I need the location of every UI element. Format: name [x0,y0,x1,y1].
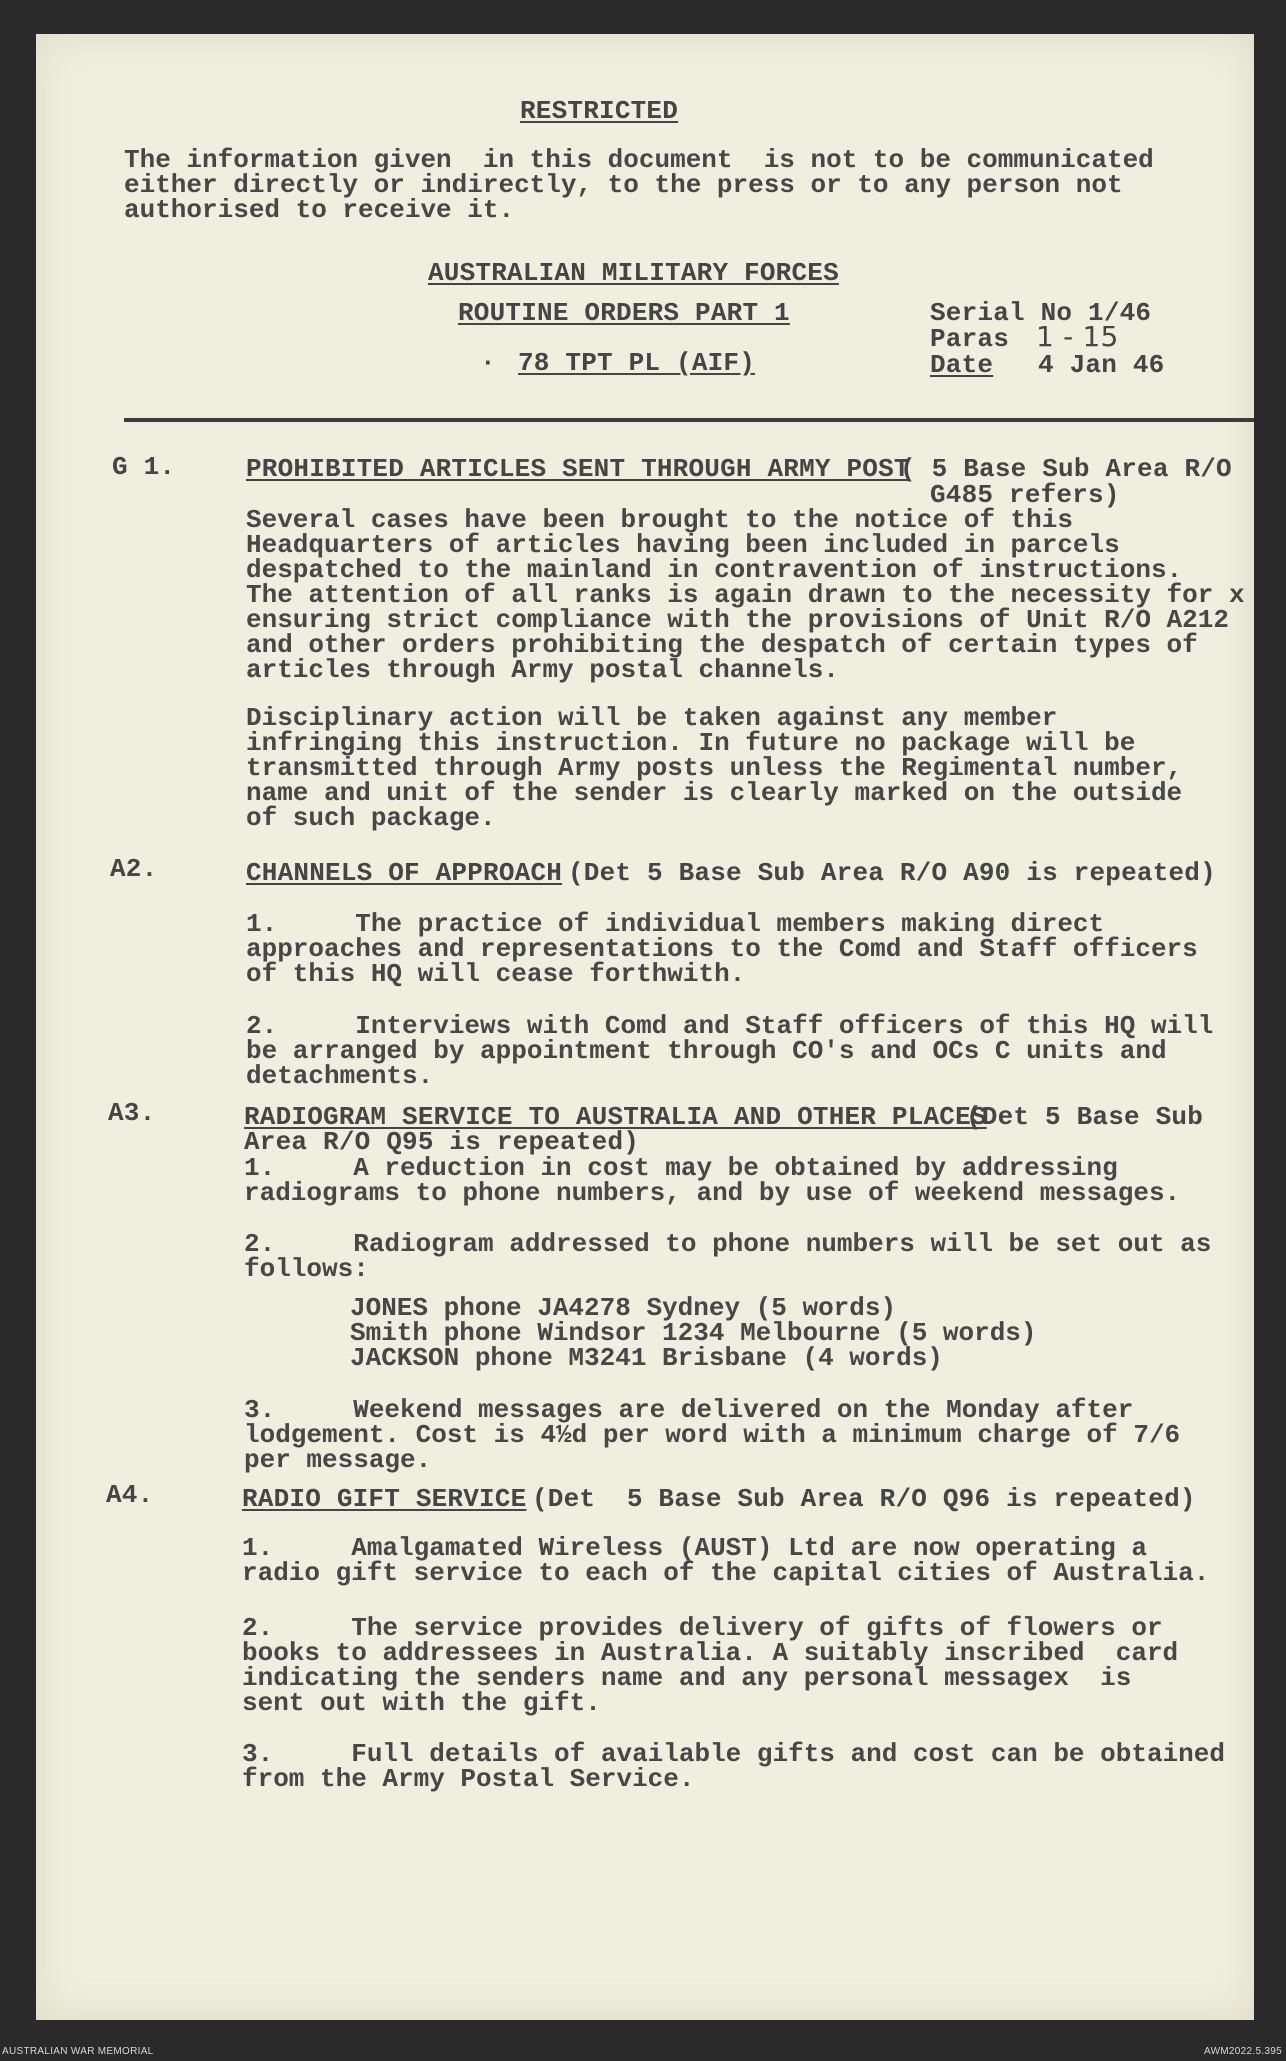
notice-line-2: either directly or indirectly, to the press or to any person not [124,170,1123,200]
header-rule [124,418,1254,422]
footer-left: AUSTRALIAN WAR MEMORIAL [2,2046,154,2057]
section-a4-number: A4. [106,1480,154,1510]
section-a3-ref: (Det 5 Base Sub [966,1102,1204,1132]
section-g1-ref2: G485 refers) [930,480,1120,510]
section-a2-number: A2. [110,854,158,884]
section-a4-ref: (Det 5 Base Sub Area R/O Q96 is repeated) [532,1484,1196,1514]
section-a3-ref2: Area R/O Q95 is repeated) [244,1127,640,1157]
date-label: Date [930,350,994,380]
notice-line-1: The information given in this document is not to be communicated [124,145,1154,175]
footer-right: AWM2022.5.395 [1203,2046,1282,2057]
forces-heading: AUSTRALIAN MILITARY FORCES [428,258,839,288]
section-a3-title: RADIOGRAM SERVICE TO AUSTRALIA AND OTHER PLACES [244,1102,987,1132]
paras-value: 1 - 15 [1036,320,1119,353]
section-g1-number: G 1. [112,452,176,482]
section-a2-ref: (Det 5 Base Sub Area R/O A90 is repeated) [568,858,1216,888]
section-a2-title: CHANNELS OF APPROACH [246,858,563,888]
serial-label: Serial No 1/46 [930,298,1152,328]
section-a4-title: RADIO GIFT SERVICE [242,1484,527,1514]
paras-label: Paras [930,324,1010,354]
orders-heading: ROUTINE ORDERS PART 1 [458,298,790,328]
section-g1-ref: ( 5 Base Sub Area R/O [900,454,1232,484]
date-value: 4 Jan 46 [1038,350,1165,380]
unit-dot: · [480,348,496,378]
section-g1-title: PROHIBITED ARTICLES SENT THROUGH ARMY POST [246,454,910,484]
document-page: RESTRICTED The information given in this document is not to be communicated either directly or indirectly, to the press or to any person not authorised to receive it. AUSTRALIAN MILITARY FORCES ROUTINE ORDERS PART 1 · 78 TPT PL (AIF) Serial No 1/46 Paras 1 - 15 Date 4 Jan 46 G 1. PROHIBITED ARTICLES SENT THROUGH ARMY POST ( 5 Base Sub Area R/O G485 refers) Several cases have been brought to the notice of this Headquarters of articles having been included in parcels despatched to the mainland in contravention of instructions. The attention of all ranks is again drawn to the necessity for x ensuring strict compliance with the provisions of Unit R/O A212 and other orders prohibiting the despatch of certain types of articles through Army postal channels. Disciplinary action will be taken against any member infringing this instruction. In future no package will be transmitted through Army posts unless the Regimental number, name and unit of the sender is clearly marked on the outside of such package. A2. CHANNELS OF APPROACH (Det 5 Base Sub Area R/O A90 is repeated) 1. The practice of individual members making direct approaches and representations to the Comd and Staff officers of this HQ will cease forthwith. 2. Interviews with Comd and Staff officers of this HQ will be arranged by appointment through CO's and OCs C units and detachments. A3. RADIOGRAM SERVICE TO AUSTRALIA AND OTHER PLACES (Det 5 Base Sub Area R/O Q95 is repeated) 1. A reduction in cost may be obtained by addressing radiograms to phone numbers, and by use of weekend messages. 2. Radiogram addressed to phone numbers will be set out as follows: JONES phone JA4278 Sydney (5 words) Smith phone Windsor 1234 Melbourne (5 words) JACKSON phone M3241 Brisbane (4 words) 3. Weekend messages are delivered on the Monday after lodgement. Cost is 4½d per word with a minimum charge of 7/6 per message. A4. RADIO GIFT SERVICE (Det 5 Base Sub Area R/O Q96 is repeated) 1. Amalgamated Wireless (AUST) Ltd are now operating a radio gift service to each of the capital cities of Australia. 2. The service provides delivery of gifts of flowers or books to addressees in Australia. A suitably inscribed card indicating the senders name and any personal messagex is sent out with the gift. 3. Full details of available gifts and cost can be obtained from the Army Postal Service. [36,34,1254,2020]
restricted-heading: RESTRICTED [520,96,679,126]
unit-heading: 78 TPT PL (AIF) [518,348,756,378]
section-a3-number: A3. [108,1098,156,1128]
notice-line-3: authorised to receive it. [124,195,515,225]
